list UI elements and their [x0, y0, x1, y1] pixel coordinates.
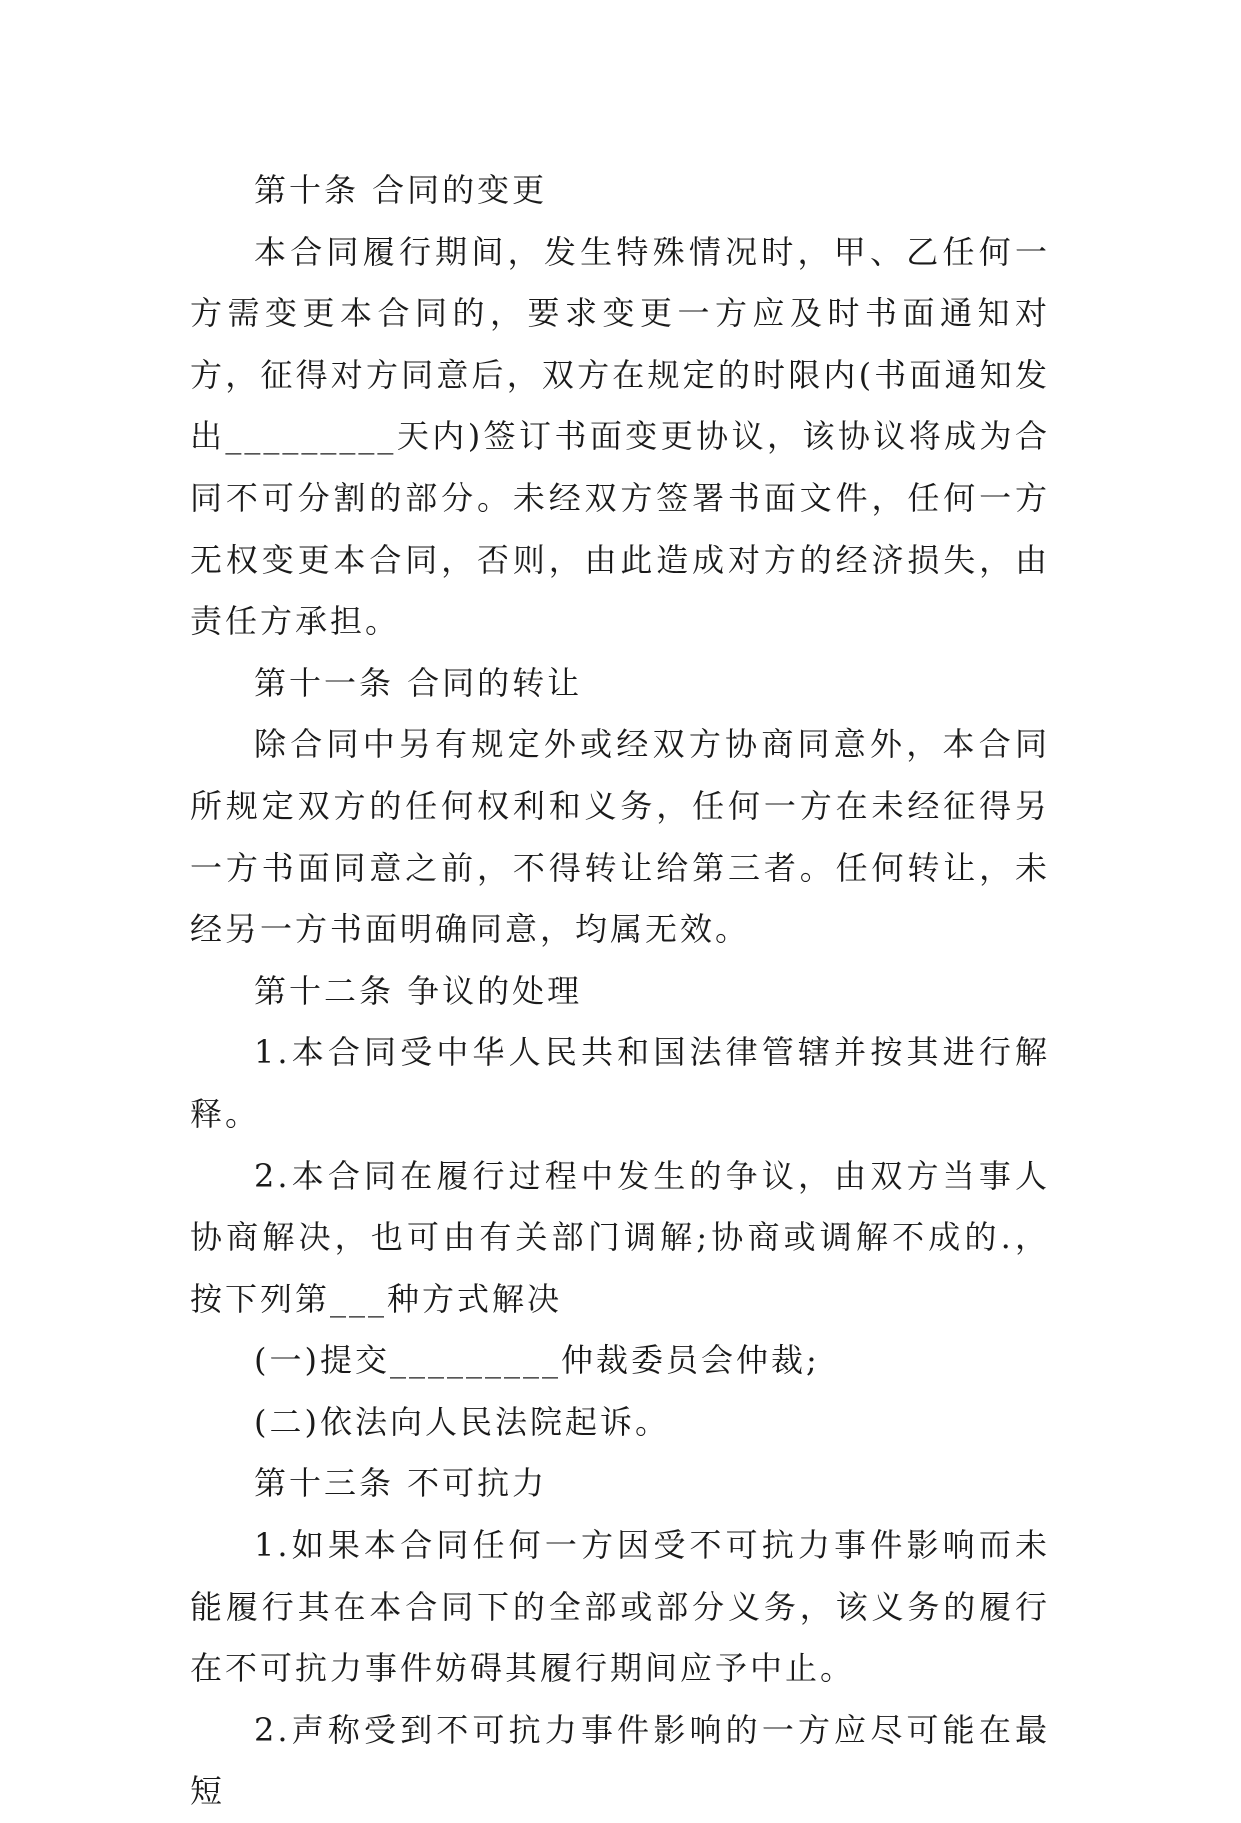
- article-13-item-2: 2.声称受到不可抗力事件影响的一方应尽可能在最短: [190, 1710, 1050, 1811]
- article-11-heading: 第十一条 合同的转让: [254, 663, 583, 702]
- article-10-heading: 第十条 合同的变更: [254, 171, 548, 209]
- article-11-body: 除合同中另有规定外或经双方协商同意外，本合同所规定双方的任何权利和义务，任何一方在未经征得另一方书面同意之前，不得转让给第三者。任何转让，未经另一方书面明确同意，均属无效。: [190, 725, 1050, 949]
- article-12-item-1: 1.本合同受中华人民共和国法律管辖并按其进行解释。: [190, 1033, 1050, 1133]
- article-13-item-1: 1.如果本合同任何一方因受不可抗力事件影响而未能履行其在本合同下的全部或部分义务，该义务的履行在不可抗力事件妨碍其履行期间应予中止。: [190, 1526, 1050, 1688]
- article-12-option-2: (二)依法向人民法院起诉。: [254, 1402, 670, 1441]
- article-13-heading: 第十三条 不可抗力: [254, 1464, 548, 1503]
- article-12-heading: 第十二条 争议的处理: [254, 971, 583, 1010]
- document-body: [190, 160, 1050, 1823]
- article-10-body: 本合同履行期间，发生特殊情况时，甲、乙任何一方需变更本合同的，要求变更一方应及时书面通知对方，征得对方同意后，双方在规定的时限内(书面通知发出_________天内)签订书面变更协议，该协议将成为合同不可分割的部分。未经双方签署书面文件，任何一方无权变更本合同，否则，由此造成对方的经济损失，由责任方承担。: [190, 232, 1050, 641]
- article-12-item-2: 2.本合同在履行过程中发生的争议，由双方当事人协商解决，也可由有关部门调解;协商或调解不成的.，按下列第___种方式解决: [190, 1156, 1050, 1318]
- article-12-option-1: (一)提交_________仲裁委员会仲裁;: [254, 1341, 820, 1380]
